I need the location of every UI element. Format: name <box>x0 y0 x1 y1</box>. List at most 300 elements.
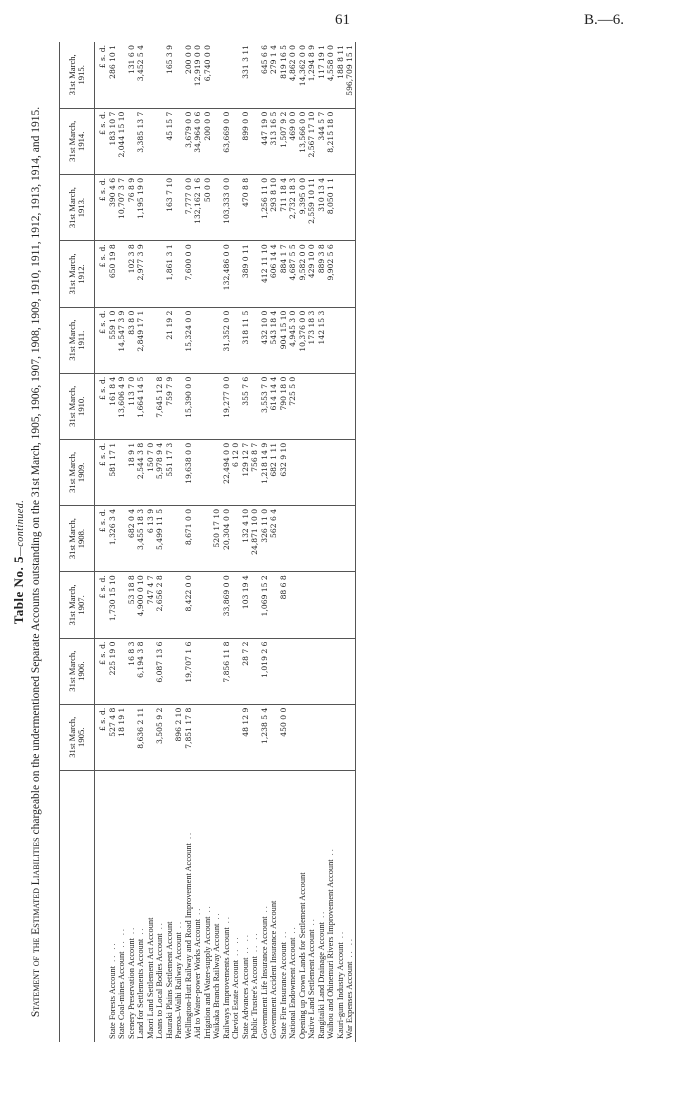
value-cell <box>298 373 308 439</box>
value-cell: 113 7 0 <box>127 373 137 439</box>
value-cell <box>336 638 346 704</box>
value-cell: 6 13 9 <box>146 505 156 571</box>
account-label: Waikaka Branch Railway Account <box>212 923 221 1039</box>
leader-dots: .. .. <box>345 936 354 962</box>
value-cell: 447 19 0 <box>260 108 270 174</box>
value-cell <box>307 373 317 439</box>
value-cell <box>345 505 355 571</box>
value-cell <box>307 638 317 704</box>
value-cell: 2,656 2 8 <box>155 572 165 638</box>
value-cell: 2,977 3 9 <box>136 241 146 307</box>
table-row <box>317 42 327 1042</box>
value-cell <box>203 241 213 307</box>
account-name <box>241 770 251 1042</box>
value-cell <box>155 108 165 174</box>
table-row <box>165 42 175 1042</box>
value-cell: 2,044 15 10 <box>117 108 127 174</box>
table-row <box>298 42 308 1042</box>
units-cell: £ s. d. <box>95 307 108 373</box>
value-cell <box>298 505 308 571</box>
value-cell: 2,567 17 10 <box>307 108 317 174</box>
column-header: 31st March, 1906. <box>60 638 95 704</box>
value-cell <box>212 638 222 704</box>
value-cell <box>317 439 327 505</box>
value-cell: 76 8 9 <box>127 174 137 240</box>
value-cell <box>231 505 241 571</box>
value-cell: 1,664 14 5 <box>136 373 146 439</box>
value-cell <box>212 174 222 240</box>
value-cell: 527 4 8 <box>108 704 118 770</box>
value-cell <box>326 373 336 439</box>
value-cell <box>174 572 184 638</box>
value-cell <box>317 373 327 439</box>
value-cell <box>203 439 213 505</box>
value-cell <box>231 42 241 108</box>
value-cell: 12,919 0 0 <box>193 42 203 108</box>
value-cell: 318 11 5 <box>241 307 251 373</box>
account-name <box>146 770 156 1042</box>
table-row <box>174 42 184 1042</box>
value-cell: 543 18 4 <box>269 307 279 373</box>
value-cell <box>298 704 308 770</box>
value-cell: 1,507 9 2 <box>279 108 289 174</box>
leader-dots: .. <box>326 847 335 860</box>
value-cell: 48 12 9 <box>241 704 251 770</box>
value-cell: 3,505 9 2 <box>155 704 165 770</box>
table-row <box>279 42 289 1042</box>
value-cell: 429 10 0 <box>307 241 317 307</box>
value-cell <box>288 439 298 505</box>
value-cell: 581 17 1 <box>108 439 118 505</box>
units-cell: £ s. d. <box>95 42 108 108</box>
value-cell: 551 17 3 <box>165 439 175 505</box>
account-name <box>155 770 165 1042</box>
value-cell <box>231 704 241 770</box>
value-cell <box>336 241 346 307</box>
value-cell: 1,730 15 10 <box>108 572 118 638</box>
value-cell: 129 12 7 <box>241 439 251 505</box>
value-cell: 790 18 0 <box>279 373 289 439</box>
account-label: Waihou and Ohinemuri Rivers Improvement Account <box>326 859 335 1039</box>
account-name <box>288 770 298 1042</box>
leader-dots: .. .. <box>231 935 240 960</box>
value-cell: 200 0 0 <box>184 42 194 108</box>
value-cell <box>326 572 336 638</box>
value-cell: 889 3 8 <box>317 241 327 307</box>
value-cell: 6,087 13 6 <box>155 638 165 704</box>
table-row <box>193 42 203 1042</box>
column-header: 31st March, 1913. <box>60 174 95 240</box>
value-cell <box>279 638 289 704</box>
value-cell <box>193 638 203 704</box>
value-cell: 132 4 10 <box>241 505 251 571</box>
value-cell: 10,707 3 7 <box>117 174 127 240</box>
value-cell: 293 8 10 <box>269 174 279 240</box>
units-cell: £ s. d. <box>95 373 108 439</box>
value-cell <box>203 505 213 571</box>
value-cell: 450 0 0 <box>279 704 289 770</box>
value-cell: 6,194 3 8 <box>136 638 146 704</box>
value-cell: 8,636 2 11 <box>136 704 146 770</box>
value-cell <box>146 638 156 704</box>
leader-dots: .. <box>278 929 288 943</box>
value-cell: 19,277 0 0 <box>222 373 232 439</box>
leader-dots: .. .. <box>250 931 259 957</box>
value-cell: 34,964 0 6 <box>193 108 203 174</box>
value-cell: 3,553 7 0 <box>260 373 270 439</box>
value-cell <box>222 704 232 770</box>
value-cell: 6 12 0 <box>231 439 241 505</box>
statement-text: chargeable on the undermentioned Separate Accounts outstanding on the 31st March, 1905, 1906, 1907, 1908, 1909, 1910, 1911, 1912, 1913, 1914, and 1915. <box>30 106 42 838</box>
value-cell: 18 9 1 <box>127 439 137 505</box>
value-cell <box>146 108 156 174</box>
value-cell: 6,740 0 0 <box>203 42 213 108</box>
value-cell: 7,777 0 0 <box>184 174 194 240</box>
value-cell <box>155 174 165 240</box>
value-cell <box>250 704 260 770</box>
value-cell: 8,050 1 1 <box>326 174 336 240</box>
leader-dots: .. <box>307 917 316 930</box>
value-cell <box>279 505 289 571</box>
value-cell: 286 10 1 <box>108 42 118 108</box>
liabilities-table <box>59 42 356 1042</box>
value-cell: 9,395 0 0 <box>298 174 308 240</box>
units-cell: £ s. d. <box>95 572 108 638</box>
value-cell <box>193 505 203 571</box>
account-label: War Expenses Account <box>345 961 354 1039</box>
table-row <box>288 42 298 1042</box>
value-cell: 8,671 0 0 <box>184 505 194 571</box>
value-cell: 150 7 0 <box>146 439 156 505</box>
value-cell <box>155 42 165 108</box>
value-cell <box>317 572 327 638</box>
value-cell: 13,566 0 0 <box>298 108 308 174</box>
account-name <box>336 770 346 1042</box>
value-cell <box>212 42 222 108</box>
value-cell <box>336 572 346 638</box>
column-header: 31st March, 1909. <box>60 439 95 505</box>
value-cell <box>269 638 279 704</box>
account-name <box>212 770 222 1042</box>
account-label: National Endowment Account <box>288 937 297 1039</box>
account-name <box>184 770 194 1042</box>
value-cell <box>165 572 175 638</box>
account-label: Maori Land Settlement Act Account <box>145 917 155 1039</box>
value-cell <box>317 638 327 704</box>
value-cell: 355 7 6 <box>241 373 251 439</box>
table-row <box>155 42 165 1042</box>
value-cell <box>222 42 232 108</box>
table-label: Table No. 5 <box>11 556 26 625</box>
value-cell: 173 18 3 <box>307 307 317 373</box>
column-header: 31st March, 1914. <box>60 108 95 174</box>
value-cell <box>174 241 184 307</box>
value-cell <box>345 704 355 770</box>
value-cell: 7,645 12 8 <box>155 373 165 439</box>
value-cell <box>336 373 346 439</box>
leader-dots: .. <box>221 915 231 928</box>
value-cell: 163 7 10 <box>165 174 175 240</box>
value-cell: 7,600 0 0 <box>184 241 194 307</box>
value-cell: 1,256 11 0 <box>260 174 270 240</box>
value-cell <box>336 307 346 373</box>
table-row <box>260 42 270 1042</box>
value-cell <box>117 42 127 108</box>
value-cell: 19,638 0 0 <box>184 439 194 505</box>
value-cell <box>165 505 175 571</box>
units-cell: £ s. d. <box>95 174 108 240</box>
table-row <box>241 42 251 1042</box>
value-cell: 725 5 0 <box>288 373 298 439</box>
leader-dots: .. <box>183 830 193 844</box>
account-label: State Advances Account <box>240 957 250 1039</box>
value-cell <box>231 241 241 307</box>
value-cell <box>326 307 336 373</box>
value-cell <box>203 572 213 638</box>
value-cell: 117 19 1 <box>317 42 327 108</box>
account-label: Wellington-Hutt Railway and Road Improvement Account <box>183 843 193 1039</box>
account-name <box>117 770 127 1042</box>
value-cell <box>298 439 308 505</box>
value-cell: 142 15 3 <box>317 307 327 373</box>
value-cell: 103,333 0 0 <box>222 174 232 240</box>
table-row <box>231 42 241 1042</box>
value-cell: 28 7 2 <box>241 638 251 704</box>
statement-heading <box>30 62 43 1062</box>
value-cell: 3,385 13 7 <box>136 108 146 174</box>
value-cell: 904 15 10 <box>279 307 289 373</box>
value-cell: 4,900 0 10 <box>136 572 146 638</box>
value-cell <box>250 373 260 439</box>
page-number: 61 <box>335 12 350 28</box>
value-cell <box>203 638 213 704</box>
value-cell <box>193 572 203 638</box>
value-cell: 1,069 15 2 <box>260 572 270 638</box>
value-cell: 390 4 6 <box>108 174 118 240</box>
value-cell <box>288 505 298 571</box>
value-cell: 8,422 0 0 <box>184 572 194 638</box>
value-cell <box>127 108 137 174</box>
rotated-table-page <box>5 42 695 1082</box>
account-name <box>279 770 289 1042</box>
value-cell: 756 8 7 <box>250 439 260 505</box>
leader-dots: .. <box>335 929 345 943</box>
account-label: Government Accident Insurance Account <box>269 900 278 1039</box>
value-cell <box>231 572 241 638</box>
column-header: 31st March, 1908. <box>60 505 95 571</box>
account-name <box>136 770 146 1042</box>
value-cell <box>345 439 355 505</box>
value-cell <box>317 505 327 571</box>
value-cell <box>155 307 165 373</box>
leader-dots: .. <box>126 925 136 939</box>
value-cell: 645 6 6 <box>260 42 270 108</box>
account-label: Paeroa–Waihi Railway Account <box>174 932 183 1039</box>
value-cell: 88 6 8 <box>279 572 289 638</box>
value-cell: 759 7 9 <box>165 373 175 439</box>
value-cell <box>345 638 355 704</box>
value-cell: 2,849 17 1 <box>136 307 146 373</box>
value-cell: 682 0 4 <box>127 505 137 571</box>
leader-dots: .. <box>174 919 183 933</box>
table-row <box>184 42 194 1042</box>
units-cell: £ s. d. <box>95 241 108 307</box>
value-cell: 50 0 0 <box>203 174 213 240</box>
leader-dots: .. <box>202 904 212 917</box>
account-label: Aid to Water-power Works Account <box>193 918 202 1039</box>
value-cell <box>307 439 317 505</box>
table-row <box>345 42 355 1042</box>
value-cell <box>250 307 260 373</box>
account-name <box>193 770 203 1042</box>
value-cell: 45 15 7 <box>165 108 175 174</box>
value-cell <box>146 373 156 439</box>
value-cell: 53 18 8 <box>127 572 137 638</box>
value-cell: 19,707 1 6 <box>184 638 194 704</box>
account-name <box>231 770 241 1042</box>
value-cell: 2,732 18 3 <box>288 174 298 240</box>
value-cell <box>146 42 156 108</box>
value-cell: 15,390 0 0 <box>184 373 194 439</box>
value-cell: 3,679 0 0 <box>184 108 194 174</box>
value-cell: 650 19 8 <box>108 241 118 307</box>
value-cell <box>345 241 355 307</box>
value-cell <box>288 572 298 638</box>
value-cell: 9,582 0 0 <box>298 241 308 307</box>
value-cell: 18 19 1 <box>117 704 127 770</box>
value-cell: 4,687 5 5 <box>288 241 298 307</box>
value-cell: 632 9 10 <box>279 439 289 505</box>
value-cell <box>326 704 336 770</box>
table-row <box>336 42 346 1042</box>
value-cell: 819 16 5 <box>279 42 289 108</box>
value-cell <box>307 704 317 770</box>
account-label: Kauri-gum Industry Account <box>335 942 345 1039</box>
value-cell: 13,606 4 9 <box>117 373 127 439</box>
value-cell: 682 1 11 <box>269 439 279 505</box>
leader-dots: .. <box>193 906 202 919</box>
value-cell <box>298 572 308 638</box>
continued-label: —continued. <box>15 499 26 557</box>
account-name <box>298 770 308 1042</box>
value-cell: 183 10 7 <box>108 108 118 174</box>
value-cell <box>174 373 184 439</box>
table-row <box>222 42 232 1042</box>
column-header: 31st March, 1910. <box>60 373 95 439</box>
value-cell: 747 4 7 <box>146 572 156 638</box>
value-cell: 1,238 5 4 <box>260 704 270 770</box>
value-cell: 22,494 0 0 <box>222 439 232 505</box>
account-label: Native Land Settlement Account <box>307 929 316 1039</box>
table-row <box>136 42 146 1042</box>
value-cell: 16 8 3 <box>127 638 137 704</box>
value-cell: 1,218 14 9 <box>260 439 270 505</box>
value-cell <box>174 174 184 240</box>
units-cell: £ s. d. <box>95 108 108 174</box>
account-label: Irrigation and Water-supply Account <box>202 916 212 1039</box>
value-cell: 63,669 0 0 <box>222 108 232 174</box>
value-cell <box>203 704 213 770</box>
value-cell: 131 6 0 <box>127 42 137 108</box>
value-cell <box>174 42 184 108</box>
value-cell: 614 14 4 <box>269 373 279 439</box>
value-cell: 1,019 2 6 <box>260 638 270 704</box>
value-cell: 331 3 11 <box>241 42 251 108</box>
account-name <box>269 770 279 1042</box>
value-cell: 200 0 0 <box>203 108 213 174</box>
value-cell: 8,215 18 0 <box>326 108 336 174</box>
page-reference: B.—6. <box>584 12 625 28</box>
value-cell <box>146 307 156 373</box>
column-header: 31st March, 1905. <box>60 704 95 770</box>
value-cell <box>250 241 260 307</box>
column-header: 31st March, 1915. <box>60 42 95 108</box>
value-cell: 5,978 9 4 <box>155 439 165 505</box>
table-title <box>11 42 27 1082</box>
value-cell: 20,304 0 0 <box>222 505 232 571</box>
account-name <box>307 770 317 1042</box>
table-row <box>326 42 336 1042</box>
value-cell <box>307 505 317 571</box>
value-cell <box>231 307 241 373</box>
account-label: Land for Settlements Account <box>136 938 145 1039</box>
value-cell <box>155 241 165 307</box>
value-cell: 596,709 15 1 <box>345 42 355 108</box>
value-cell <box>336 704 346 770</box>
units-cell: £ s. d. <box>95 505 108 571</box>
value-cell: 310 13 4 <box>317 174 327 240</box>
leader-dots: .. <box>136 926 145 939</box>
table-row <box>108 42 118 1042</box>
value-cell <box>117 638 127 704</box>
account-name <box>317 770 327 1042</box>
value-cell <box>231 174 241 240</box>
value-cell: 188 8 11 <box>336 42 346 108</box>
value-cell: 7,851 17 8 <box>184 704 194 770</box>
value-cell: 1,195 19 0 <box>136 174 146 240</box>
table-row <box>203 42 213 1042</box>
value-cell <box>307 572 317 638</box>
value-cell <box>193 439 203 505</box>
value-cell <box>117 241 127 307</box>
value-cell <box>231 373 241 439</box>
account-name <box>326 770 336 1042</box>
value-cell <box>250 42 260 108</box>
account-label: State Fire Insurance Account <box>278 942 288 1039</box>
value-cell: 24,871 10 0 <box>250 505 260 571</box>
value-cell <box>326 505 336 571</box>
value-cell <box>212 241 222 307</box>
value-cell <box>231 638 241 704</box>
value-cell: 1,861 3 1 <box>165 241 175 307</box>
account-label: Government Life Insurance Account <box>259 916 269 1039</box>
account-name <box>165 770 175 1042</box>
value-cell: 5,499 11 5 <box>155 505 165 571</box>
table-row <box>127 42 137 1042</box>
value-cell <box>336 174 346 240</box>
value-cell <box>345 108 355 174</box>
value-cell: 165 3 9 <box>165 42 175 108</box>
value-cell: 711 18 4 <box>279 174 289 240</box>
value-cell <box>212 704 222 770</box>
value-cell <box>288 638 298 704</box>
value-cell <box>345 307 355 373</box>
value-cell <box>212 108 222 174</box>
value-cell: 326 11 0 <box>260 505 270 571</box>
header-row <box>60 42 95 1042</box>
value-cell <box>117 572 127 638</box>
value-cell <box>174 307 184 373</box>
